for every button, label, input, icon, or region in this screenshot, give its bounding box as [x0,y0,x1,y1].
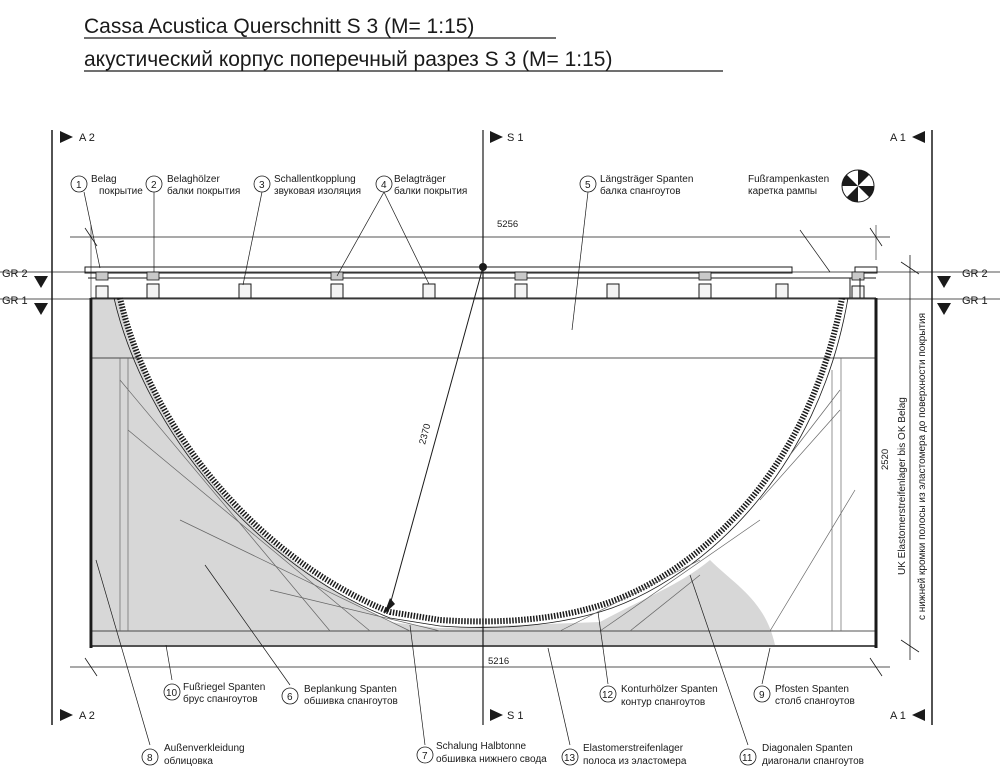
svg-text:брус спангоутов: брус спангоутов [183,694,258,705]
callout-8 [142,743,245,767]
deck-timber [515,284,527,298]
svg-text:Außenverkleidung: Außenverkleidung [164,743,245,754]
callout-12 [600,684,718,708]
svg-text:диагонали спангоутов: диагонали спангоутов [762,756,864,767]
callout-11 [740,743,864,767]
level-triangle-icon [34,276,48,288]
svg-text:4: 4 [381,180,387,191]
deck-timber [239,284,251,298]
callout-13 [562,743,687,767]
svg-text:Schalung Halbtonne: Schalung Halbtonne [436,741,527,752]
axis-label-s1-bottom: S 1 [507,710,524,722]
cladding-fill [93,298,775,645]
svg-text:13: 13 [564,753,576,764]
svg-text:Längsträger Spanten: Längsträger Spanten [600,174,694,185]
svg-text:контур спангоутов: контур спангоутов [621,697,706,708]
svg-text:балки покрытия: балки покрытия [394,186,468,197]
deck-joist [147,272,159,280]
axis-label-s1-top: S 1 [507,132,524,144]
svg-text:Elastomerstreifenlager: Elastomerstreifenlager [583,743,684,754]
height-note-de: UK Elastomerstreifenlager bis OK Belag [897,397,908,575]
deck-timbers [96,284,864,298]
deck-timber [607,284,619,298]
hatched-circle-icon [842,170,874,202]
height-dimension-value: 2520 [880,448,891,470]
callout-7 [417,741,547,765]
deck-joist [96,272,108,280]
level-triangle-icon [937,276,951,288]
svg-text:3: 3 [259,180,265,191]
deck-joist [852,272,864,280]
deck-timber [699,284,711,298]
svg-text:Pfosten Spanten: Pfosten Spanten [775,684,849,695]
svg-text:Schallentkopplung: Schallentkopplung [274,174,356,185]
leader-line [166,645,172,680]
axis-label-a2-top: A 2 [79,132,95,144]
callout-1 [71,174,143,197]
section-triangle-icon [912,709,925,721]
svg-text:полоса из эластомера: полоса из эластомера [583,756,687,767]
svg-text:10: 10 [166,688,178,699]
radius-dimension: 2370 [417,422,434,446]
ramp-box-label [748,174,829,197]
svg-text:звуковая изоляция: звуковая изоляция [274,186,362,197]
svg-text:балки покрытия: балки покрытия [167,186,241,197]
frame-line [770,490,855,631]
section-triangle-icon [60,131,73,143]
svg-text:7: 7 [422,751,428,762]
deck-timber [96,286,108,298]
level-label-gr2-right: GR 2 [962,268,988,280]
top-dimension-value: 5256 [497,219,519,230]
callout-9 [754,684,855,707]
axis-label-a1-top: A 1 [890,132,906,144]
svg-text:каретка рампы: каретка рампы [748,186,818,197]
svg-text:обшивка нижнего свода: обшивка нижнего свода [436,754,547,765]
section-triangle-icon [490,131,503,143]
leader-line [548,648,570,745]
section-triangle-icon [912,131,925,143]
svg-text:столб спангоутов: столб спангоутов [775,696,855,707]
level-label-gr2-left: GR 2 [2,268,28,280]
title-line-2: акустический корпус поперечный разрез S 3 (M= 1:15) [84,48,613,71]
svg-text:Fußrampenkasten: Fußrampenkasten [748,174,830,185]
svg-text:Konturhölzer Spanten: Konturhölzer Spanten [621,684,718,695]
svg-text:облицовка: облицовка [164,756,213,767]
deck-timber [776,284,788,298]
svg-text:6: 6 [287,692,293,703]
level-label-gr1-right: GR 1 [962,295,988,307]
deck-joist [515,272,527,280]
leader-line [243,192,262,285]
deck-timber [147,284,159,298]
leader-line [572,192,588,330]
svg-text:8: 8 [147,753,153,764]
bottom-dimension-value: 5216 [488,656,510,667]
leader-line [337,192,384,276]
callout-6 [282,684,398,707]
svg-text:обшивка спангоутов: обшивка спангоутов [304,696,398,707]
svg-text:Beplankung Spanten: Beplankung Spanten [304,684,397,695]
svg-text:12: 12 [602,690,614,701]
section-triangle-icon [490,709,503,721]
level-triangle-icon [937,303,951,315]
deck-timber [852,286,864,298]
svg-text:11: 11 [742,753,753,764]
level-label-gr1-left: GR 1 [2,295,28,307]
callout-3 [254,174,361,197]
axis-label-a2-bottom: A 2 [79,710,95,722]
deck-timber [423,284,435,298]
svg-text:1: 1 [76,180,82,191]
title-line-1: Cassa Acustica Querschnitt S 3 (M= 1:15) [84,15,475,38]
svg-text:2: 2 [151,180,157,191]
leader-line [384,192,429,284]
svg-text:9: 9 [759,690,765,701]
svg-text:покрытие: покрытие [99,186,143,197]
height-note-ru: с нижней кромки полосы из эластомера до поверхности покрытия [917,312,928,620]
svg-text:Belagträger: Belagträger [394,174,446,185]
deck-timber [331,284,343,298]
axis-label-a1-bottom: A 1 [890,710,906,722]
radius-line [388,267,483,612]
callout-5 [580,174,693,197]
callout-2 [146,174,240,197]
callout-4 [376,174,467,197]
leader-line [762,648,770,684]
section-triangle-icon [60,709,73,721]
svg-text:Fußriegel Spanten: Fußriegel Spanten [183,682,266,693]
svg-text:Belag: Belag [91,174,117,185]
svg-text:балка спангоутов: балка спангоутов [600,186,681,197]
svg-text:Diagonalen Spanten: Diagonalen Spanten [762,743,853,754]
deck-joist [699,272,711,280]
leader-line [800,230,830,272]
svg-text:Belaghölzer: Belaghölzer [167,174,220,185]
svg-text:5: 5 [585,180,591,191]
callout-10 [164,682,265,705]
level-triangle-icon [34,303,48,315]
